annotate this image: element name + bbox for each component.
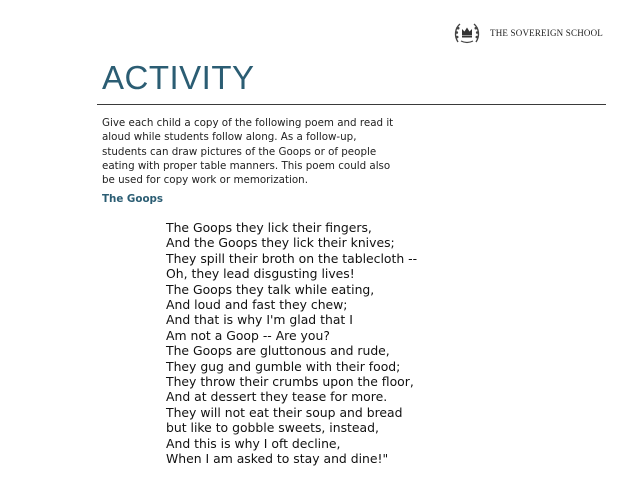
poem-line: They throw their crumbs upon the floor, [166,374,414,390]
poem-line: They will not eat their soup and bread [166,404,403,420]
poem-line: And at dessert they tease for more. [166,389,388,405]
title-divider [97,104,606,105]
poem-line: And loud and fast they chew; [166,297,348,313]
school-logo [452,18,632,48]
poem-line: They spill their broth on the tablecloth -- [166,250,418,266]
intro-line: aloud while students follow along. As a follow-up, [102,131,357,144]
school-name: THE SOVEREIGN SCHOOL [490,28,603,38]
intro-line: eating with proper table manners. This poem could also [102,159,391,172]
poem-line: When I am asked to stay and dine!" [166,451,389,467]
poem-line: Am not a Goop -- Are you? [166,327,330,343]
poem-line: And the Goops they lick their knives; [166,235,395,251]
intro-line: be used for copy work or memorization. [102,174,308,187]
poem-line: Oh, they lead disgusting lives! [166,266,355,282]
poem-body [166,220,417,467]
crest-icon [452,18,482,48]
poem-line: The Goops they lick their fingers, [166,220,372,235]
intro-paragraph [102,116,432,187]
poem-line: And that is why I'm glad that I [166,312,353,328]
poem-line: And this is why I oft decline, [166,435,341,451]
intro-line: Give each child a copy of the following poem and read it [102,117,394,129]
intro-line: students can draw pictures of the Goops or of people [102,145,377,158]
poem-line: The Goops are gluttonous and rude, [166,343,390,359]
poem-line: The Goops they talk while eating, [166,281,375,297]
slide-title: ACTIVITY [102,59,255,96]
poem-line: but like to gobble sweets, instead, [166,420,379,436]
poem-line: They gug and gumble with their food; [166,358,401,374]
poem-title: The Goops [102,193,164,205]
